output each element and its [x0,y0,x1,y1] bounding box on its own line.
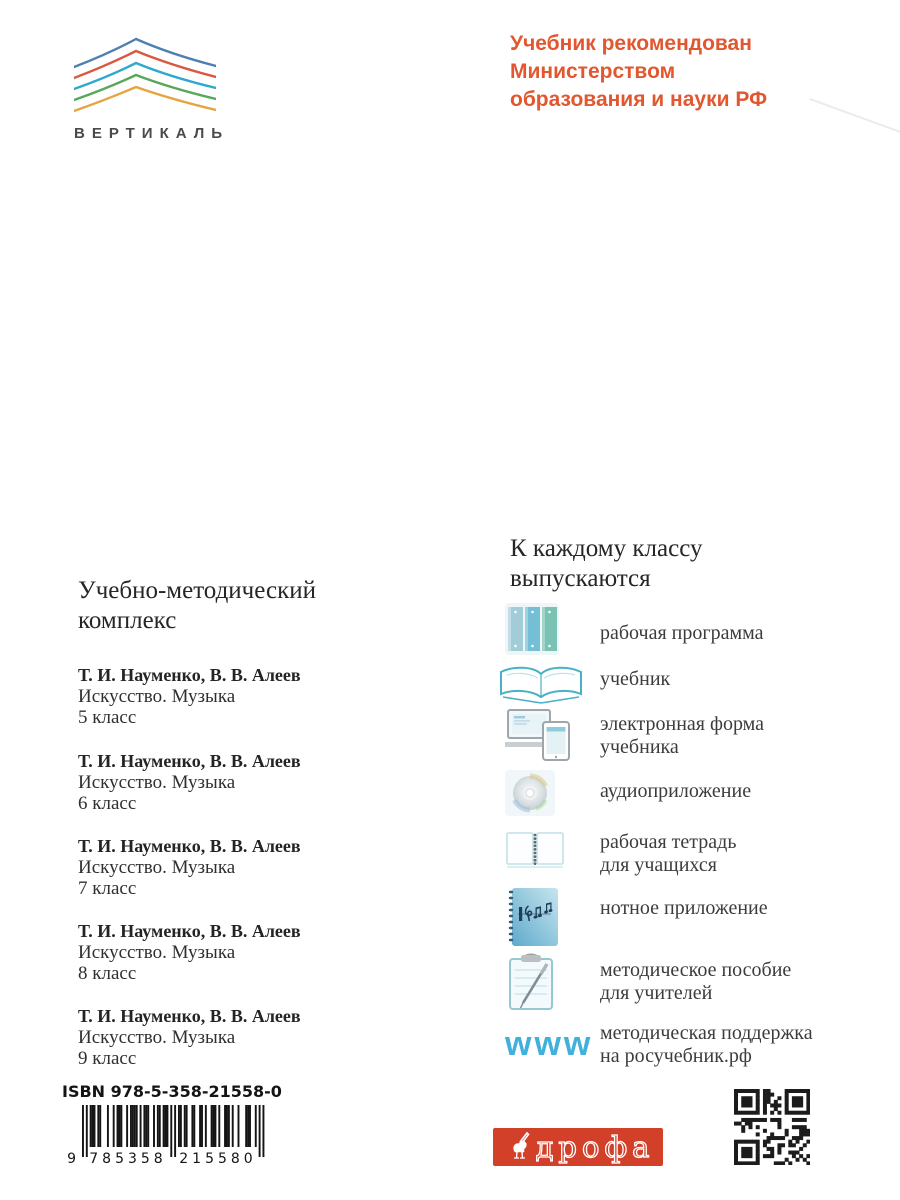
recommendation-line: образования и науки РФ [510,88,767,111]
supplement-label: методическое пособие для учителей [600,959,792,1004]
barcode-digits-left: 785358 [89,1151,167,1167]
open-book-icon [497,664,585,711]
supplement-label: учебник [600,668,671,690]
spiral-notebook-icon [505,829,565,876]
entry-authors: Т. И. Науменко, В. В. Алеев [78,1006,301,1026]
isbn-label: ISBN 978-5-358-21558-0 [62,1082,282,1101]
clipboard-pen-icon [505,951,557,1018]
music-notebook-icon [505,886,561,953]
barcode-digits-right: 215580 [179,1151,257,1167]
entry-grade: 6 класс [78,793,137,814]
umk-entry [78,836,378,899]
recommendation-line: Министерством [510,60,676,83]
drofa-wordmark: дрофа [535,1130,655,1164]
entry-title: Искусство. Музыка [78,857,236,878]
entry-authors: Т. И. Науменко, В. В. Алеев [78,836,301,856]
umk-entry [78,1006,378,1069]
laptop-tablet-icon [505,708,571,767]
entry-grade: 7 класс [78,878,137,899]
umk-entry [78,665,378,728]
recommendation-line: Учебник рекомендован [510,32,752,55]
drofa-logo [493,1128,663,1171]
barcode-digit-first: 9 [67,1151,76,1167]
supplement-label: методическая поддержка на росучебник.рф [600,1022,813,1067]
umk-entry [78,921,378,984]
entry-authors: Т. И. Науменко, В. В. Алеев [78,665,301,685]
book-spines-icon [505,603,559,660]
recommendation-text [510,30,850,114]
vertikal-chevrons-icon [74,36,216,114]
qr-code [734,1089,810,1170]
vertikal-logo [74,36,234,142]
entry-authors: Т. И. Науменко, В. В. Алеев [78,751,301,771]
entry-authors: Т. И. Науменко, В. В. Алеев [78,921,301,941]
supplement-label: электронная форма учебника [600,713,765,758]
supplement-label: рабочая тетрадь для учащихся [600,831,737,876]
supplement-label: рабочая программа [600,622,764,644]
entry-title: Искусство. Музыка [78,772,236,793]
entry-grade: 8 класс [78,963,137,984]
umk-entry [78,751,378,814]
entry-title: Искусство. Музыка [78,1027,236,1048]
www-icon: www [505,1025,594,1063]
entry-grade: 9 класс [78,1048,137,1069]
umk-heading: Учебно-методический комплекс [78,577,316,634]
supplement-label: аудиоприложение [600,780,752,802]
supplement-label: нотное приложение [600,897,768,919]
entry-grade: 5 класс [78,707,137,728]
cd-disc-icon [505,770,555,821]
entry-title: Искусство. Музыка [78,686,236,707]
supplements-heading: К каждому классу выпускаются [510,535,703,592]
ean13-barcode [60,1103,270,1172]
entry-title: Искусство. Музыка [78,942,236,963]
vertikal-wordmark: ВЕРТИКАЛЬ [74,125,230,142]
